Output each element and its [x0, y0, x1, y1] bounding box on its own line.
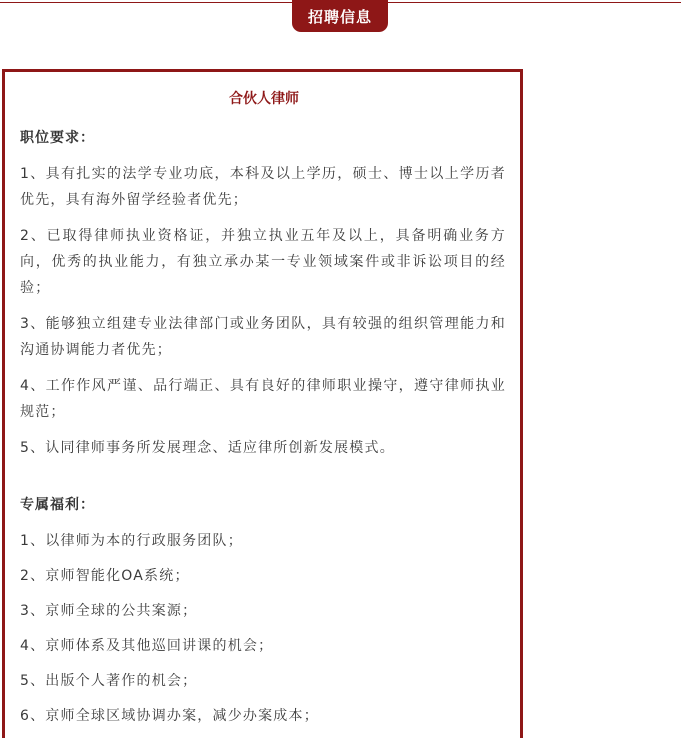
- requirement-item: 1、具有扎实的法学专业功底，本科及以上学历，硕士、博士以上学历者优先，具有海外留学经验者优先；: [20, 166, 506, 208]
- benefit-item: 4、京师体系及其他巡回讲课的机会；: [20, 638, 274, 654]
- benefit-item: 2、京师智能化OA系统；: [20, 568, 190, 584]
- section-tab: [292, 0, 388, 32]
- benefit-item: 1、以律师为本的行政服务团队；: [20, 533, 243, 549]
- requirements-heading: 职位要求：: [20, 130, 95, 146]
- requirement-item: 3、能够独立组建专业法律部门或业务团队，具有较强的组织管理能力和沟通协调能力者优先；: [20, 316, 506, 358]
- benefits-heading: 专属福利：: [20, 497, 95, 513]
- benefit-item: 6、京师全球区域协调办案，减少办案成本；: [20, 708, 319, 724]
- requirement-item: 5、认同律师事务所发展理念、适应律所创新发展模式。: [20, 440, 395, 456]
- job-title: 合伙人律师: [229, 91, 299, 107]
- requirement-item: 2、已取得律师执业资格证，并独立执业五年及以上，具备明确业务方向，优秀的执业能力，有独立承办某一专业领域案件或非诉讼项目的经验；: [20, 228, 506, 296]
- benefit-item: 3、京师全球的公共案源；: [20, 603, 198, 619]
- benefit-item: 5、出版个人著作的机会；: [20, 673, 198, 689]
- job-posting-card: [2, 69, 523, 738]
- requirement-item: 4、工作作风严谨、品行端正、具有良好的律师职业操守，遵守律师执业规范；: [20, 378, 506, 420]
- section-tab-label: 招聘信息: [307, 7, 372, 26]
